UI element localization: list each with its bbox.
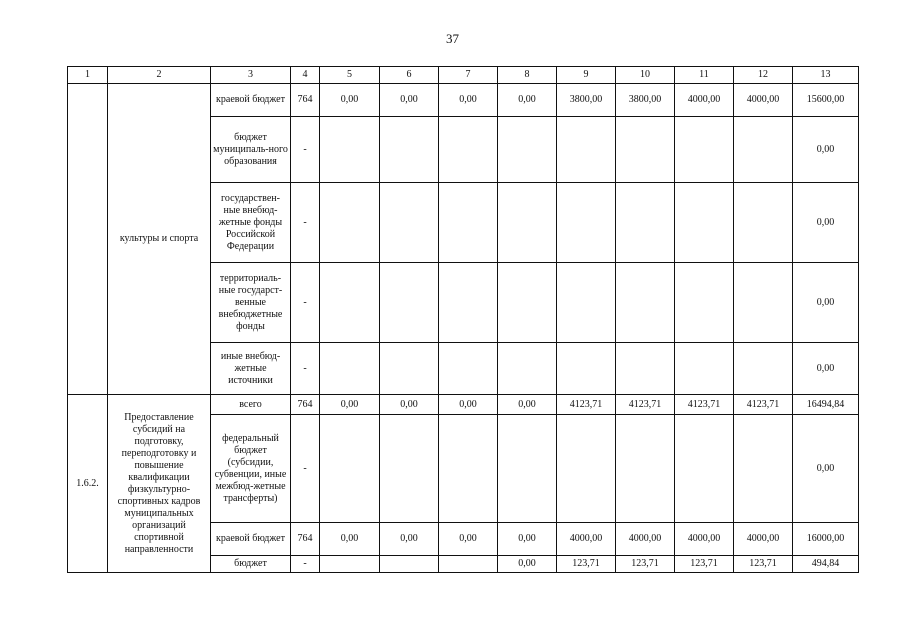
table-cell: [616, 263, 675, 343]
funding-source: бюджет: [211, 556, 291, 573]
table-cell: 494,84: [793, 556, 859, 573]
header-cell: 1: [68, 67, 108, 84]
funding-source: краевой бюджет: [211, 523, 291, 556]
item-name: Предоставление субсидий на подготовку, переподготовку и повышение квалификации физкультурно-спортивных кадров муниципальных организаций спортивной направленности: [108, 395, 211, 573]
item-name: культуры и спорта: [108, 84, 211, 395]
table-cell: -: [291, 415, 320, 523]
table-cell: [320, 263, 380, 343]
table-cell: 4123,71: [675, 395, 734, 415]
header-cell: 4: [291, 67, 320, 84]
table-cell: [557, 183, 616, 263]
table-cell: 764: [291, 523, 320, 556]
header-cell: 13: [793, 67, 859, 84]
table-cell: 764: [291, 84, 320, 117]
funding-source: краевой бюджет: [211, 84, 291, 117]
header-cell: 10: [616, 67, 675, 84]
table-cell: [675, 415, 734, 523]
table-cell: 0,00: [498, 523, 557, 556]
funding-source: иные внебюд-жетные источники: [211, 343, 291, 395]
table-cell: 15600,00: [793, 84, 859, 117]
table-cell: [734, 117, 793, 183]
table-cell: [675, 343, 734, 395]
table-cell: [439, 117, 498, 183]
table-cell: [616, 117, 675, 183]
table-cell: [439, 343, 498, 395]
table-cell: 0,00: [793, 343, 859, 395]
header-cell: 5: [320, 67, 380, 84]
table-cell: [380, 117, 439, 183]
table-cell: 0,00: [380, 395, 439, 415]
table-cell: 4123,71: [557, 395, 616, 415]
table-cell: 0,00: [320, 395, 380, 415]
table-cell: [439, 183, 498, 263]
table-cell: 16000,00: [793, 523, 859, 556]
table-cell: [675, 117, 734, 183]
table-cell: 0,00: [793, 415, 859, 523]
table-cell: [439, 556, 498, 573]
table-cell: 0,00: [439, 523, 498, 556]
table-cell: 123,71: [734, 556, 793, 573]
table-cell: 123,71: [557, 556, 616, 573]
table-cell: 0,00: [439, 84, 498, 117]
table-cell: [320, 556, 380, 573]
table-cell: 0,00: [380, 84, 439, 117]
page-number: 37: [446, 31, 459, 46]
table-cell: [734, 263, 793, 343]
table-cell: [498, 263, 557, 343]
table-cell: 123,71: [616, 556, 675, 573]
table-cell: 4123,71: [616, 395, 675, 415]
table-cell: 3800,00: [557, 84, 616, 117]
header-cell: 9: [557, 67, 616, 84]
header-cell: 2: [108, 67, 211, 84]
table-cell: [498, 415, 557, 523]
table-cell: [380, 183, 439, 263]
table-cell: [320, 117, 380, 183]
item-number: 1.6.2.: [68, 395, 108, 573]
table-cell: [439, 263, 498, 343]
table-cell: -: [291, 556, 320, 573]
table-cell: -: [291, 263, 320, 343]
funding-source: бюджет муниципаль-ного образования: [211, 117, 291, 183]
table-cell: 0,00: [498, 84, 557, 117]
table-cell: 4000,00: [675, 84, 734, 117]
table-cell: [734, 343, 793, 395]
table-cell: 764: [291, 395, 320, 415]
table-cell: [675, 263, 734, 343]
table-cell: [498, 183, 557, 263]
table-cell: [380, 263, 439, 343]
table-cell: [380, 415, 439, 523]
table-cell: 4000,00: [734, 523, 793, 556]
header-row: [68, 67, 859, 84]
table-cell: [320, 183, 380, 263]
table-cell: [734, 415, 793, 523]
table-cell: -: [291, 117, 320, 183]
funding-source: всего: [211, 395, 291, 415]
table-cell: 0,00: [498, 556, 557, 573]
table-cell: [675, 183, 734, 263]
table-row: [68, 395, 859, 415]
table-cell: [557, 343, 616, 395]
header-cell: 6: [380, 67, 439, 84]
table-cell: 4000,00: [675, 523, 734, 556]
header-cell: 12: [734, 67, 793, 84]
funding-source: федеральный бюджет (субсидии, субвенции, иные межбюд-жетные трансферты): [211, 415, 291, 523]
budget-table: [67, 66, 859, 573]
item-number: [68, 84, 108, 395]
table-cell: [320, 343, 380, 395]
table-cell: 4123,71: [734, 395, 793, 415]
table-cell: 4000,00: [557, 523, 616, 556]
table-cell: [616, 183, 675, 263]
table-cell: [734, 183, 793, 263]
funding-source: территориаль-ные государст-венные внебюджетные фонды: [211, 263, 291, 343]
table-cell: [557, 117, 616, 183]
table-cell: 4000,00: [616, 523, 675, 556]
table-cell: 4000,00: [734, 84, 793, 117]
table-cell: 0,00: [498, 395, 557, 415]
table-cell: -: [291, 183, 320, 263]
table-cell: 0,00: [320, 84, 380, 117]
table-cell: 0,00: [793, 117, 859, 183]
table-cell: [557, 415, 616, 523]
table-cell: [439, 415, 498, 523]
table-cell: [498, 343, 557, 395]
table-cell: 0,00: [793, 263, 859, 343]
table-cell: [557, 263, 616, 343]
table-cell: [498, 117, 557, 183]
table-cell: [380, 343, 439, 395]
header-cell: 11: [675, 67, 734, 84]
table-cell: 3800,00: [616, 84, 675, 117]
table-cell: [380, 556, 439, 573]
table-cell: 0,00: [320, 523, 380, 556]
table-cell: [320, 415, 380, 523]
table-cell: 16494,84: [793, 395, 859, 415]
header-cell: 7: [439, 67, 498, 84]
table-cell: [616, 415, 675, 523]
table-cell: 0,00: [793, 183, 859, 263]
table-cell: 0,00: [439, 395, 498, 415]
funding-source: государствен-ные внебюд-жетные фонды Российской Федерации: [211, 183, 291, 263]
header-cell: 3: [211, 67, 291, 84]
table-cell: 0,00: [380, 523, 439, 556]
table-cell: [616, 343, 675, 395]
table-cell: -: [291, 343, 320, 395]
table-cell: 123,71: [675, 556, 734, 573]
table-row: [68, 84, 859, 117]
header-cell: 8: [498, 67, 557, 84]
